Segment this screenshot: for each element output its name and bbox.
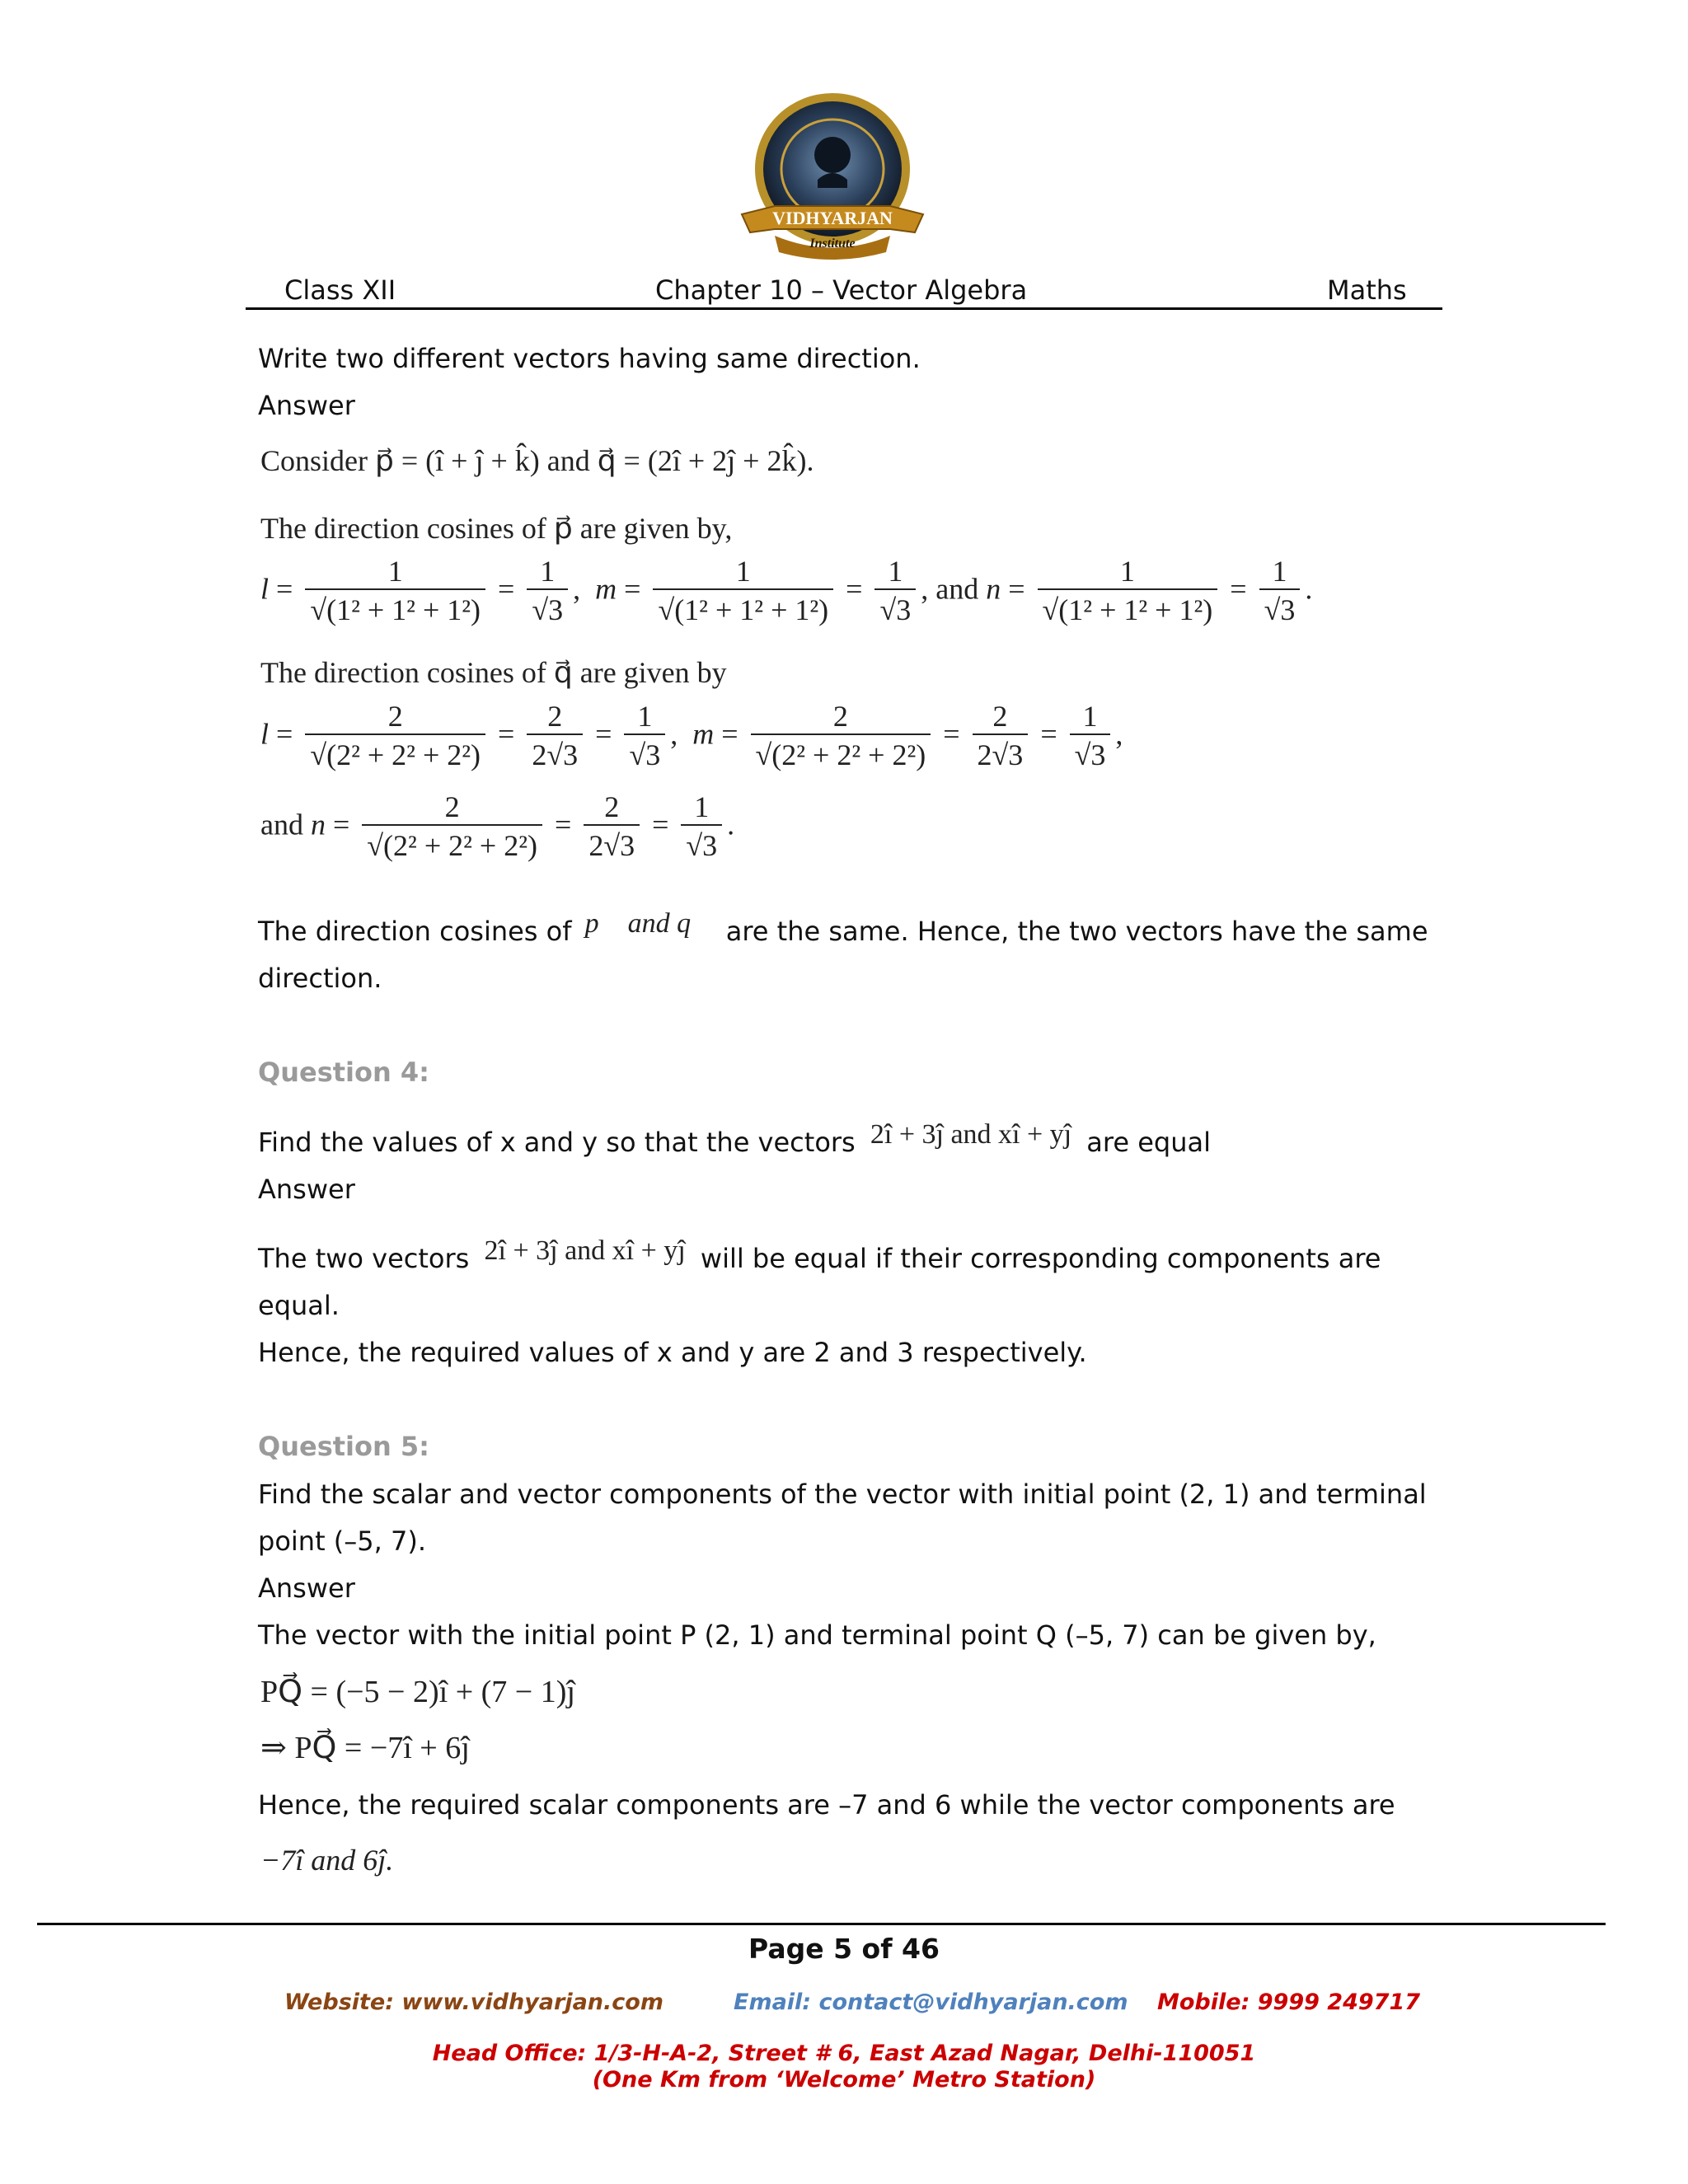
q4-question-math: 2î + 3ĵ and xî + yĵ	[870, 1119, 1072, 1150]
q3-answer-label: Answer	[258, 390, 355, 421]
q4-heading: Question 4:	[258, 1057, 429, 1088]
q3-direction-cosines-p-intro: The direction cosines of p⃗ are given by,	[260, 512, 733, 545]
q5-question-line1: Find the scalar and vector components of the vector with initial point (2, 1) and terminal	[258, 1479, 1427, 1510]
logo-line1: VIDHYARJAN	[772, 208, 893, 228]
head-office-address: Head Office: 1/3-H-A-2, Street # 6, East Azad Nagar, Delhi-110051	[432, 2041, 1256, 2066]
website-link[interactable]: Website: www.vidhyarjan.com	[284, 1990, 663, 2015]
q4-answer-prefix: The two vectors	[258, 1243, 470, 1274]
header-divider	[246, 307, 1442, 310]
mobile-number: Mobile: 9999 249717	[1157, 1990, 1421, 2015]
q3-conclusion-prefix: The direction cosines of	[258, 916, 572, 947]
q4-answer-math: 2î + 3ĵ and xî + yĵ	[484, 1235, 686, 1266]
class-label: Class XII	[284, 274, 396, 306]
q5-equation-2: ⇒ PQ⃗ = −7î + 6ĵ	[260, 1731, 470, 1765]
logo-line2: Institute	[809, 237, 856, 251]
q3-conclusion-line1	[258, 908, 1428, 949]
q4-question-suffix: are equal	[1086, 1127, 1211, 1158]
q4-answer-label: Answer	[258, 1174, 355, 1205]
q3-direction-cosines-q-intro: The direction cosines of q⃗ are given by	[260, 656, 727, 689]
q3-consider-equation: Consider p⃗ = (î + ĵ + k̂) and q⃗ = (2î + 2ĵ + 2k̂).	[260, 444, 814, 477]
q5-question-line2: point (–5, 7).	[258, 1526, 426, 1557]
q3-direction-cosines-q-formula-1: l = $\frac{2}{\text{√(2² + 2² + 2²)}}$ = $\frac{2}{2√3}$ = $\frac{1}{√3}$ , m = $\frac{2}{\text{√(2² + 2² + 2²)}}$ = $\frac{2}{2√3}$ = $\frac{1}{√3}$ ,	[260, 699, 1123, 775]
q4-answer-suffix: will be equal if their corresponding components are	[700, 1243, 1381, 1274]
q3-conclusion-math: p⃗ and q⃗	[584, 908, 713, 939]
q3-conclusion-line2: direction.	[258, 963, 382, 994]
q5-conclusion-line1: Hence, the required scalar components are –7 and 6 while the vector components are	[258, 1789, 1395, 1821]
q5-equation-1: PQ⃗ = (−5 − 2)î + (7 − 1)ĵ	[260, 1675, 575, 1709]
institute-logo	[725, 91, 940, 272]
q4-answer-line2: equal.	[258, 1290, 340, 1321]
q4-answer-line1	[258, 1235, 1381, 1276]
head-office-landmark: (One Km from ‘Welcome’ Metro Station)	[592, 2067, 1096, 2093]
q5-heading: Question 5:	[258, 1431, 429, 1462]
chapter-title: Chapter 10 – Vector Algebra	[655, 274, 1028, 306]
footer-divider	[37, 1923, 1606, 1925]
q4-question-prefix: Find the values of x and y so that the vectors	[258, 1127, 856, 1158]
email-link[interactable]: Email: contact@vidhyarjan.com	[734, 1990, 1128, 2015]
subject-label: Maths	[1327, 274, 1407, 306]
q5-answer-line1: The vector with the initial point P (2, 1) and terminal point Q (–5, 7) can be given by,	[258, 1619, 1376, 1651]
page-number: Page 5 of 46	[748, 1933, 940, 1965]
q5-conclusion-math: −7î and 6ĵ.	[260, 1844, 394, 1877]
q3-direction-cosines-q-formula-2: and n = $\frac{2}{\text{√(2² + 2² + 2²)}}$ = $\frac{2}{2√3}$ = $\frac{1}{√3}$ .	[260, 790, 734, 865]
q5-answer-label: Answer	[258, 1572, 355, 1604]
q4-answer-line3: Hence, the required values of x and y are 2 and 3 respectively.	[258, 1337, 1087, 1368]
q3-direction-cosines-p-formula: l = $\frac{1}{\text{√(1² + 1² + 1²)}}$ = $\frac{1}{√3}$ , m = $\frac{1}{\text{√(1² + 1² + 1²)}}$ = $\frac{1}{√3}$ , and n = $\frac{1}{\text{√(1² + 1² + 1²)}}$ = $\frac{1}{√3}$ .	[260, 554, 1312, 630]
q3-conclusion-suffix: are the same. Hence, the two vectors have the same	[725, 916, 1428, 947]
q3-question: Write two different vectors having same direction.	[258, 343, 921, 374]
q4-question	[258, 1119, 1211, 1160]
